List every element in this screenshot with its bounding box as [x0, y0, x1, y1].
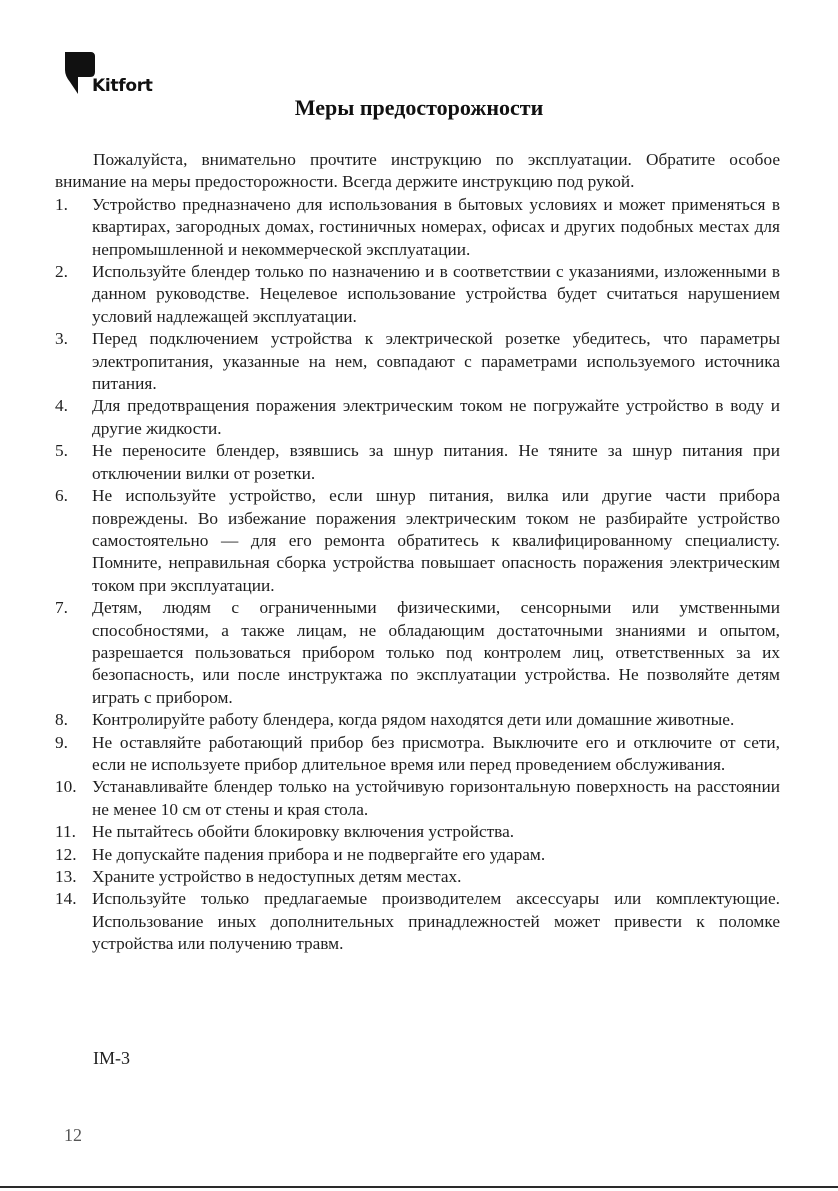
list-item-number: 12. [55, 844, 77, 864]
list-item-text: Контролируйте работу блендера, когда рядом находятся дети или домашние животные. [92, 710, 735, 730]
page-title: Меры предосторожности [294, 95, 544, 120]
list-item-number: 9. [55, 732, 68, 752]
precautions-list [55, 194, 780, 956]
model-code: IM-3 [93, 1048, 130, 1068]
list-item-number: 3. [55, 329, 68, 349]
list-item-text: Для предотвращения поражения электрическим током не погружайте устройство в воду и другие жидкости. [92, 396, 780, 438]
list-item-text: Устройство предназначено для использования в бытовых условиях и может применяться в квартирах, загородных домах, гостиничных номерах, офисах и других подобных местах для непромышленной и некоммерческой эксплуатации. [92, 194, 780, 259]
list-item-text: Используйте только предлагаемые производителем аксессуары или комплектующие. Использование иных дополнительных принадлежностей может привести к поломке устройства или получению травм. [92, 889, 780, 954]
list-item-text: Не допускайте падения прибора и не подвергайте его ударам. [92, 844, 546, 864]
list-item-text: Перед подключением устройства к электрической розетке убедитесь, что параметры электропитания, указанные на нем, совпадают с параметрами используемого источника питания. [92, 329, 780, 394]
list-item [55, 485, 780, 597]
list-item-number: 2. [55, 262, 68, 282]
list-item [55, 709, 780, 731]
list-item-number: 6. [55, 486, 68, 506]
brand-name: Kitfort [92, 76, 153, 96]
intro-paragraph: Пожалуйста, внимательно прочтите инструкцию по эксплуатации. Обратите особое внимание на меры предосторожности. Всегда держите инструкцию под рукой. [55, 150, 780, 192]
list-item-text: Не пытайтесь обойти блокировку включения устройства. [92, 822, 515, 842]
list-item-text: Устанавливайте блендер только на устойчивую горизонтальную поверхность на расстоянии не менее 10 см от стены и края стола. [92, 777, 780, 819]
list-item-number: 5. [55, 441, 68, 461]
list-item [55, 261, 780, 328]
list-item [55, 844, 780, 866]
list-item-number: 7. [55, 598, 68, 618]
list-item-number: 13. [55, 867, 77, 886]
page-number: 12 [64, 1125, 82, 1145]
list-item-number: 8. [55, 710, 68, 730]
list-item [55, 821, 780, 843]
document-body [55, 149, 780, 956]
list-item [55, 395, 780, 440]
list-item [55, 888, 780, 955]
list-item-number: 11. [55, 822, 76, 842]
list-item-text: Не используйте устройство, если шнур питания, вилка или другие части прибора повреждены. Во избежание поражения электрическим током не разбирайте устройство самостоятельно — для его ремонта обратитесь к квалифицированному специалисту. Помните, неправильная сборка устройства повышает опасность поражения электрическим током при эксплуатации. [92, 486, 780, 595]
list-item-text: Используйте блендер только по назначению и в соответствии с указаниями, изложенными в данном руководстве. Нецелевое использование устройства будет считаться нарушением условий надлежащей эксплуатации. [92, 262, 780, 326]
list-item-number: 10. [55, 777, 77, 797]
list-item-text: Не оставляйте работающий прибор без присмотра. Выключите его и отключите от сети, если не используете прибор длительное время или перед проведением обслуживания. [92, 732, 780, 774]
list-item [55, 866, 780, 888]
bottom-divider [0, 1186, 838, 1188]
list-item-number: 14. [55, 889, 77, 909]
list-item-number: 4. [55, 396, 68, 416]
list-item [55, 732, 780, 777]
list-item [55, 776, 780, 821]
list-item [55, 328, 780, 395]
list-item-number: 1. [55, 194, 68, 214]
list-item-text: Не переносите блендер, взявшись за шнур питания. Не тяните за шнур питания при отключении вилки от розетки. [92, 441, 780, 483]
list-item [55, 194, 780, 261]
list-item [55, 597, 780, 709]
list-item [55, 440, 780, 485]
list-item-text: Детям, людям с ограниченными физическими, сенсорными или умственными способностями, а также лицам, не обладающим достаточными знаниями и опытом, разрешается пользоваться прибором только под контролем лиц, ответственных за их безопасность, или после инструктажа по эксплуатации устройства. Не позволяйте детям играть с прибором. [92, 598, 780, 707]
list-item-text: Храните устройство в недоступных детям местах. [92, 867, 462, 886]
